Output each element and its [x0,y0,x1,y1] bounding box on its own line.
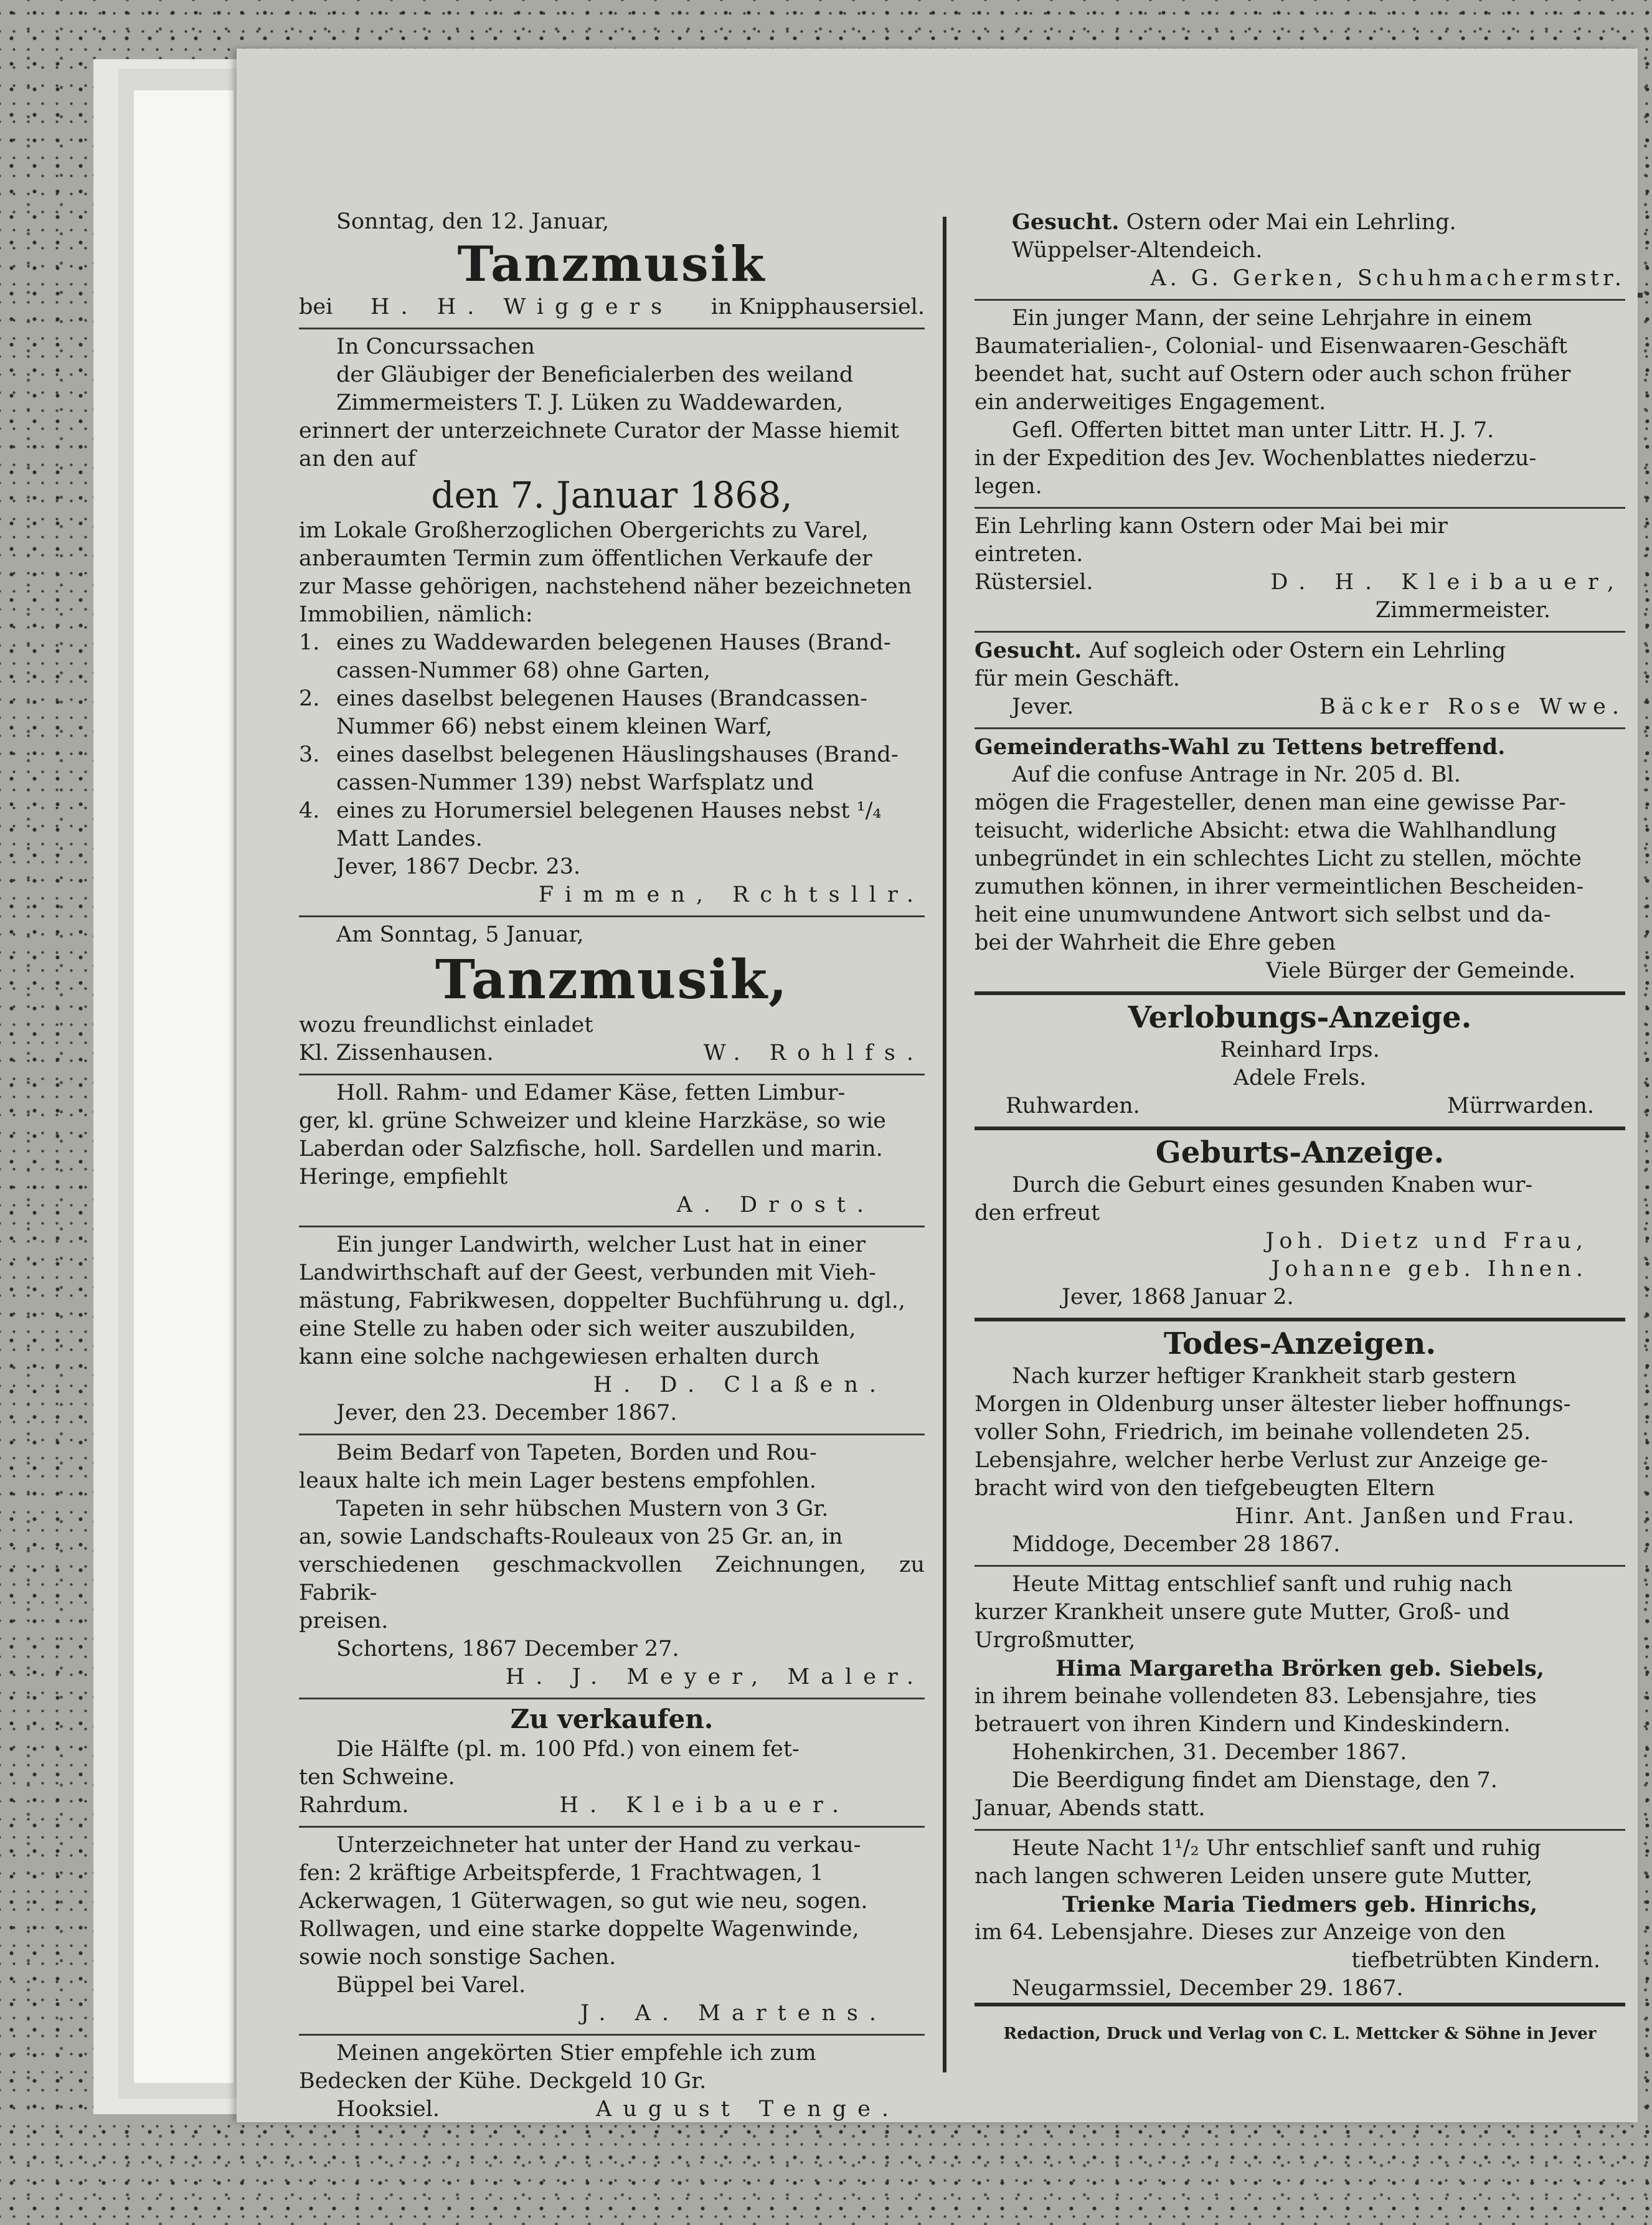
ad-line: verschiedenen geschmackvollen Zeichnungen, zu Fabrik- [299,1552,925,1605]
ad-concurs [299,329,925,917]
ad-place: Büppel bei Varel. [336,1973,526,1998]
ad-signature: H. D. Claßen. [593,1372,887,1397]
ad-signature: August Tenge. [595,2097,900,2122]
ad-landwirth [299,1227,925,1435]
left-column [299,204,925,2130]
list-text: eines zu Waddewarden belegenen Hauses (Brand- [336,630,891,655]
ad-line: legen. [975,474,1042,499]
ad-place: Mürrwarden. [1447,1094,1594,1118]
ad-gemeinderaths-wahl [975,729,1625,995]
ad-line: Heute Nacht 1¹/₂ Uhr entschlief sanft und ruhig [1012,1836,1541,1861]
ad-tapeten [299,1435,925,1699]
ad-line: Urgroßmutter, [975,1628,1136,1653]
ad-heading: Todes-Anzeigen. [1163,1326,1437,1361]
ad-line: zumuthen können, in ihrer vermeintlichen Bescheiden- [975,874,1584,899]
ad-pferde [299,1828,925,2036]
ad-signature: Viele Bürger der Gemeinde. [1265,958,1575,983]
ad-signature: Fimmen, Rchtsllr. [538,882,925,907]
ad-line: Gefl. Offerten bittet man unter Littr. H. J. 7. [1012,418,1494,443]
ad-date-line: Middoge, December 28 1867. [1012,1532,1341,1557]
ad-heading: Gemeinderaths-Wahl zu Tettens betreffend. [975,734,1506,760]
ad-line: Baumaterialien-, Colonial- und Eisenwaaren-Geschäft [975,334,1568,359]
ad-text: bei [299,295,333,319]
ad-todes-janssen [975,1321,1625,1567]
ad-date-line: Jever, 1868 Januar 2. [1062,1285,1294,1310]
right-column [975,204,1625,2054]
ad-todes-tiedmers [975,1831,1625,2054]
ad-line: fen: 2 kräftige Arbeitspferde, 1 Frachtwagen, 1 [299,1861,824,1886]
ad-line: voller Sohn, Friedrich, im beinahe vollendeten 25. [975,1420,1531,1445]
ad-signature: J. A. Martens. [580,2001,887,2026]
list-number: 1. [299,630,320,655]
ad-line: Ackerwagen, 1 Güterwagen, so gut wie neu, sogen. [299,1889,868,1914]
ad-line: betrauert von ihren Kindern und Kindeskindern. [975,1712,1511,1737]
list-text: eines daselbst belegenen Hauses (Brandcassen- [336,686,868,711]
list-text: Matt Landes. [336,826,483,851]
ad-line: Lebensjahre, welcher herbe Verlust zur Anzeige ge- [975,1448,1548,1473]
ad-todes-broerken [975,1567,1625,1831]
ad-line: an den auf [299,446,416,471]
ad-line: ten Schweine. [299,1765,455,1790]
ad-heading: Geburts-Anzeige. [1155,1135,1445,1170]
ad-line: anberaumten Termin zum öffentlichen Verkaufe der [299,546,872,571]
ad-place: Jever. [1012,694,1074,719]
ad-tanzmusik-wiggers [299,204,925,329]
ad-keyword: Gesucht. [975,638,1082,663]
page-edge-highlight [134,90,234,2083]
ad-date-line: Hohenkirchen, 31. December 1867. [1012,1740,1407,1765]
ad-line: eintreten. [975,542,1083,567]
ad-line: Ein Lehrling kann Ostern oder Mai bei mir [975,514,1448,539]
ad-line: Durch die Geburt eines gesunden Knaben wur- [1012,1173,1533,1198]
ad-place: Kl. Zissenhausen. [299,1041,494,1065]
ad-line [975,569,1625,597]
ad-line: unbegründet in ein schlechtes Licht zu stellen, möchte [975,846,1582,871]
ad-heading: Zu verkaufen. [510,1704,714,1734]
ad-name: Adele Frels. [1233,1065,1367,1090]
ad-signature: H. Kleibauer. [559,1793,850,1818]
property-list [299,629,925,853]
ad-line: Heute Mittag entschlief sanft und ruhig nach [1012,1572,1513,1597]
ad-name: Reinhard Irps. [1220,1037,1380,1062]
ad-line: den erfreut [975,1201,1100,1226]
ad-line [299,1039,925,1067]
list-number: 3. [299,742,320,767]
ad-tanzmusik-rohlfs [299,917,925,1075]
ad-line: Zimmermeisters T. J. Lüken zu Waddewarden, [336,390,844,415]
ad-signature: Hinr. Ant. Janßen und Frau. [1235,1504,1575,1529]
list-text: eines zu Horumersiel belegenen Hauses nebst ¹/₄ [336,798,882,823]
ad-line: heit eine unumwundene Antwort sich selbst und da- [975,902,1551,927]
list-number: 2. [299,686,320,711]
ad-line: teisucht, widerliche Absicht: etwa die Wahlhandlung [975,818,1557,843]
ad-line: kann eine solche nachgewiesen erhalten durch [299,1344,819,1369]
ad-line: Immobilien, nämlich: [299,602,533,627]
ad-line: Unterzeichneter hat unter der Hand zu verkau- [336,1833,861,1858]
ad-line: Laberdan oder Salzfische, holl. Sardellen und marin. [299,1136,883,1161]
ad-line: Beim Bedarf von Tapeten, Borden und Rou- [336,1440,817,1465]
ad-line: bracht wird von den tiefgebeugten Eltern [975,1476,1435,1501]
ad-line: Tapeten in sehr hübschen Mustern von 3 Gr. [336,1496,829,1521]
ad-line: Die Hälfte (pl. m. 100 Pfd.) von einem fet- [336,1737,800,1762]
ad-line: in ihrem beinahe vollendeten 83. Lebensjahre, ties [975,1684,1537,1709]
ad-line: Meinen angekörten Stier empfehle ich zum [336,2041,816,2066]
ad-place: Rahrdum. [299,1793,409,1818]
ad-title: Tanzmusik [457,236,767,293]
ad-line: wozu freundlichst einladet [299,1013,593,1037]
ad-text: Ostern oder Mai ein Lehrling. [1126,210,1456,235]
ad-line: Rollwagen, und eine starke doppelte Wagenwinde, [299,1917,859,1942]
list-item [299,741,925,797]
ad-name: Hima Margaretha Brörken geb. Siebels, [1055,1656,1544,1681]
ad-stier [299,2036,925,2130]
ad-line: Bedecken der Kühe. Deckgeld 10 Gr. [299,2069,707,2094]
ad-line: Nach kurzer heftiger Krankheit starb gestern [1012,1364,1517,1389]
ad-text: Auf sogleich oder Ostern ein Lehrling [1088,638,1506,663]
ad-verlobung [975,995,1625,1130]
ad-line: Die Beerdigung findet am Dienstage, den 7. [1012,1768,1498,1793]
ad-line [975,208,1625,237]
ad-line: der Gläubiger der Beneficialerben des weiland [336,362,854,387]
ad-line: beendet hat, sucht auf Ostern oder auch schon früher [975,362,1571,387]
ad-line: Morgen in Oldenburg unser ältester lieber hoffnungs- [975,1392,1571,1417]
ad-line: an, sowie Landschafts-Rouleaux von 25 Gr. an, in [299,1524,843,1549]
list-item [299,797,925,853]
ad-line [975,636,1625,665]
ad-line [975,1092,1625,1120]
ad-line: im 64. Lebensjahre. Dieses zur Anzeige von den [975,1920,1506,1945]
ad-line: Heringe, empfiehlt [299,1164,508,1189]
ad-line: sowie noch sonstige Sachen. [299,1945,616,1970]
ad-line: tiefbetrübten Kindern. [1351,1948,1600,1973]
column-divider [943,217,946,2072]
ad-signature: H. J. Meyer, Maler. [505,1665,925,1689]
ad-line: Januar, Abends statt. [975,1796,1206,1821]
ad-name: Joh. Dietz und Frau, [1265,1229,1588,1254]
ad-line: erinnert der unterzeichnete Curator der Masse hiemit [299,418,899,443]
ad-line: in der Expedition des Jev. Wochenblattes niederzu- [975,446,1537,471]
ad-line [299,293,925,321]
ad-line: eine Stelle zu haben oder sich weiter auszubilden, [299,1316,856,1341]
list-text: cassen-Nummer 68) ohne Garten, [336,658,710,683]
ad-line [299,1792,925,1820]
ad-place: Ruhwarden. [1006,1094,1140,1118]
ad-name: Trienke Maria Tiedmers geb. Hinrichs, [1062,1892,1538,1917]
newspaper-page [237,49,1638,2122]
ad-date-line: Jever, 1867 Decbr. 23. [336,854,581,879]
list-text: eines daselbst belegenen Häuslingshauses (Brand- [336,742,899,767]
ad-kaese [299,1075,925,1227]
ad-zu-verkaufen [299,1699,925,1828]
ad-line: zur Masse gehörigen, nachstehend näher bezeichneten [299,574,912,599]
ad-line: ein anderweitiges Engagement. [975,390,1326,415]
ad-line: Landwirthschaft auf der Geest, verbunden mit Vieh- [299,1260,876,1285]
ad-line: im Lokale Großherzoglichen Obergerichts zu Varel, [299,518,869,543]
ad-line: mögen die Fragesteller, denen man eine gewisse Par- [975,790,1566,815]
ad-line: leaux halte ich mein Lager bestens empfohlen. [299,1468,816,1493]
ad-line: nach langen schweren Leiden unsere gute Mutter, [975,1864,1533,1889]
ad-line [299,2095,925,2123]
list-text: Nummer 66) nebst einem kleinen Warf, [336,714,773,739]
ad-line: Holl. Rahm- und Edamer Käse, fetten Limbur- [336,1080,846,1105]
ad-date-large: den 7. Januar 1868, [431,474,793,516]
ad-line: Ein junger Mann, der seine Lehrjahre in einem [1012,306,1532,331]
list-item [299,629,925,685]
ad-name: H. H. Wiggers [370,295,674,319]
ad-date-line: Jever, den 23. December 1867. [336,1401,677,1425]
ad-line: Zimmermeister. [1375,598,1551,623]
ad-line: preisen. [299,1609,389,1633]
ad-line: In Concurssachen [336,334,535,359]
list-number: 4. [299,798,320,823]
ad-text: in Knipphausersiel. [710,295,925,319]
ad-title: Tanzmusik, [435,948,788,1011]
ad-gesucht-gerken [975,204,1625,301]
ad-line: Ein junger Landwirth, welcher Lust hat in einer [336,1232,866,1257]
ad-place: Hooksiel. [336,2097,440,2122]
list-text: cassen-Nummer 139) nebst Warfsplatz und [336,770,814,795]
ad-line: ger, kl. grüne Schweizer und kleine Harzkäse, so wie [299,1108,886,1133]
ad-line: für mein Geschäft. [975,666,1180,691]
ad-signature: D. H. Kleibauer, [1270,570,1625,595]
ad-line: Wüppelser-Altendeich. [1012,238,1263,263]
ad-date-line: Schortens, 1867 December 27. [336,1637,679,1661]
ad-line: mästung, Fabrikwesen, doppelter Buchführung u. dgl., [299,1288,905,1313]
ad-geburt [975,1130,1625,1321]
ad-line: Sonntag, den 12. Januar, [336,209,610,234]
ad-junger-mann [975,301,1625,509]
ad-line: Am Sonntag, 5 Januar, [336,922,584,947]
ad-signature: A. Drost. [676,1193,875,1217]
ad-keyword: Gesucht. [1012,209,1120,235]
ad-gesucht-rose [975,633,1625,729]
ad-signature: A. G. Gerken, Schuhmachermstr. [1150,266,1625,291]
ad-name: Johanne geb. Ihnen. [1271,1257,1588,1282]
imprint: Redaction, Druck und Verlag von C. L. Mettcker & Söhne in Jever [975,2003,1625,2048]
ad-place: Rüstersiel. [975,570,1093,595]
ad-signature: Bäcker Rose Wwe. [1319,694,1625,719]
ad-line: Auf die confuse Antrage in Nr. 205 d. Bl. [1012,762,1461,787]
list-item [299,685,925,741]
ad-line [975,693,1625,721]
ad-lehrling-kleibauer [975,509,1625,633]
ad-line: bei der Wahrheit die Ehre geben [975,930,1336,955]
ad-line: kurzer Krankheit unsere gute Mutter, Groß- und [975,1600,1510,1625]
ad-signature: W. Rohlfs. [703,1041,925,1065]
ad-date-line: Neugarmssiel, December 29. 1867. [1012,1976,1404,2001]
ad-heading: Verlobungs-Anzeige. [1128,1000,1472,1035]
